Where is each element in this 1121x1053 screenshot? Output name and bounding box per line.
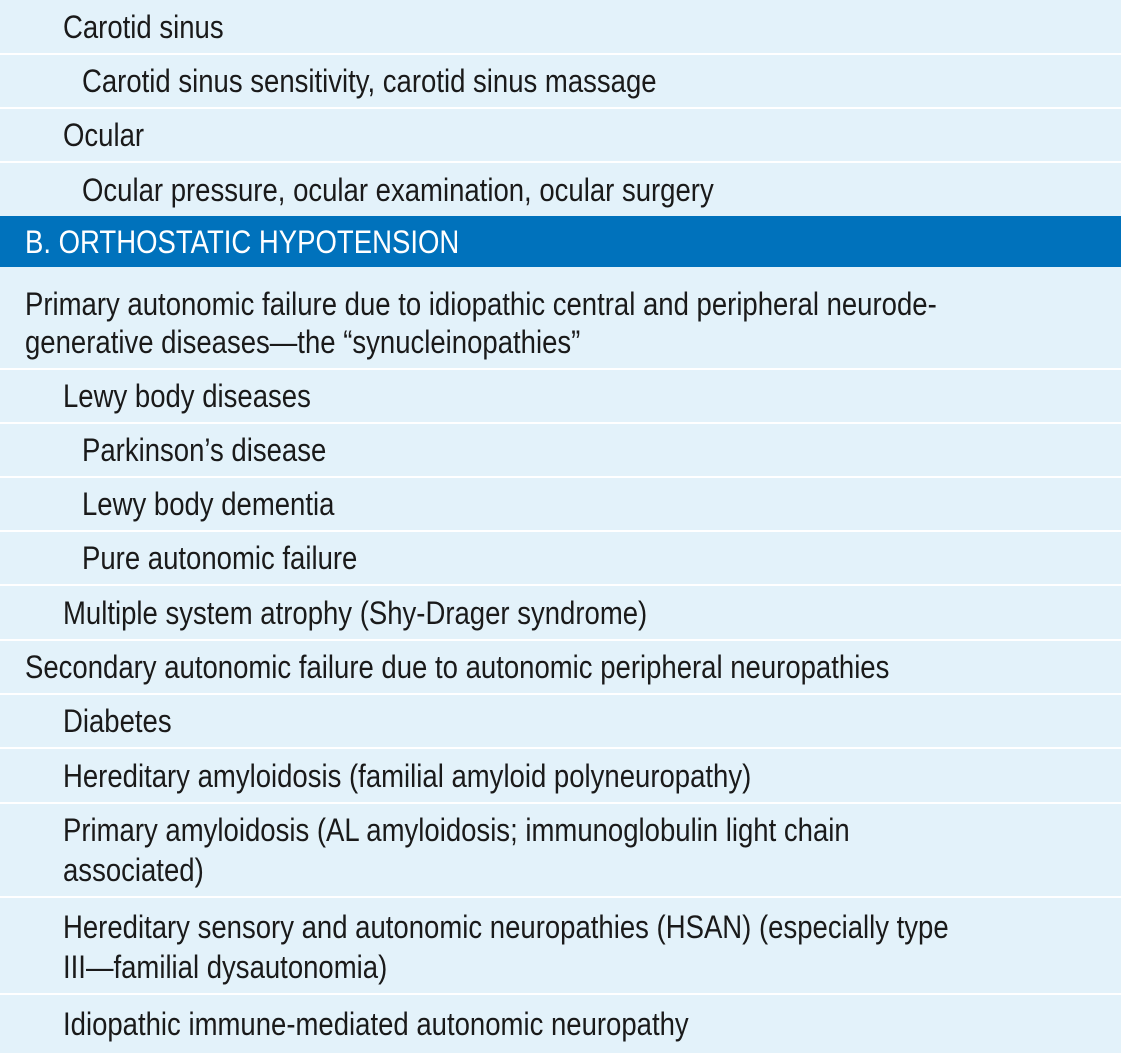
list-item-pure-autonomic-failure: [0, 540, 1121, 576]
list-item-text: III—familial dysautonomia): [63, 949, 388, 985]
row-divider: [0, 747, 1121, 749]
list-item-carotid-sinus: [0, 9, 1121, 45]
list-item-text: Parkinson’s disease: [82, 432, 327, 468]
list-item-hsan: [0, 909, 1121, 945]
row-divider: [0, 368, 1121, 370]
list-item-hsan-cont: [0, 949, 1121, 985]
list-item-text: Secondary autonomic failure due to autonomic peripheral neuropathies: [25, 649, 890, 685]
list-item-text: Lewy body dementia: [82, 486, 335, 522]
list-item-lewy-body-dementia: [0, 486, 1121, 522]
list-item-diabetes: [0, 703, 1121, 739]
row-divider: [0, 993, 1121, 995]
list-item-primary-autonomic-failure-cont: [0, 324, 1121, 360]
row-divider: [0, 476, 1121, 478]
list-item-ocular: [0, 117, 1121, 153]
row-divider: [0, 639, 1121, 641]
list-item-idiopathic-immune: [0, 1006, 1121, 1042]
list-item-text: Diabetes: [63, 703, 172, 739]
list-item-primary-autonomic-failure: [0, 286, 1121, 322]
row-divider: [0, 584, 1121, 586]
list-item-text: Ocular: [63, 117, 145, 153]
list-item-multiple-system-atrophy: [0, 595, 1121, 631]
list-item-text: Carotid sinus sensitivity, carotid sinus massage: [82, 63, 657, 99]
row-divider: [0, 53, 1121, 55]
list-item-text: Ocular pressure, ocular examination, ocular surgery: [82, 172, 714, 208]
list-item-hereditary-amyloidosis: [0, 758, 1121, 794]
row-divider: [0, 161, 1121, 163]
section-heading: B. ORTHOSTATIC HYPOTENSION: [25, 224, 460, 260]
list-item-primary-amyloidosis-cont: [0, 852, 1121, 888]
list-item-secondary-autonomic-failure: [0, 649, 1121, 685]
list-item-lewy-body-diseases: [0, 378, 1121, 414]
list-item-text: Hereditary sensory and autonomic neuropathies (HSAN) (especially type: [63, 909, 949, 945]
list-item-ocular-detail: [0, 172, 1121, 208]
row-divider: [0, 896, 1121, 898]
list-item-text: Pure autonomic failure: [82, 540, 358, 576]
list-item-text: Multiple system atrophy (Shy-Drager syndrome): [63, 595, 648, 631]
row-divider: [0, 530, 1121, 532]
list-item-primary-amyloidosis: [0, 812, 1121, 848]
list-item-text: Lewy body diseases: [63, 378, 311, 414]
section-heading-bar: [0, 216, 1121, 267]
list-item-text: Primary autonomic failure due to idiopathic central and peripheral neurode-: [25, 286, 937, 322]
row-divider: [0, 802, 1121, 804]
row-divider: [0, 422, 1121, 424]
list-item-text: Idiopathic immune-mediated autonomic neuropathy: [63, 1006, 689, 1042]
list-item-parkinsons: [0, 432, 1121, 468]
list-item-text: associated): [63, 852, 204, 888]
list-item-text: generative diseases—the “synucleinopathies”: [25, 324, 581, 360]
row-divider: [0, 107, 1121, 109]
list-item-text: Primary amyloidosis (AL amyloidosis; immunoglobulin light chain: [63, 812, 850, 848]
list-item-carotid-sinus-detail: [0, 63, 1121, 99]
list-item-text: Carotid sinus: [63, 9, 224, 45]
row-divider: [0, 693, 1121, 695]
list-item-text: Hereditary amyloidosis (familial amyloid polyneuropathy): [63, 758, 752, 794]
